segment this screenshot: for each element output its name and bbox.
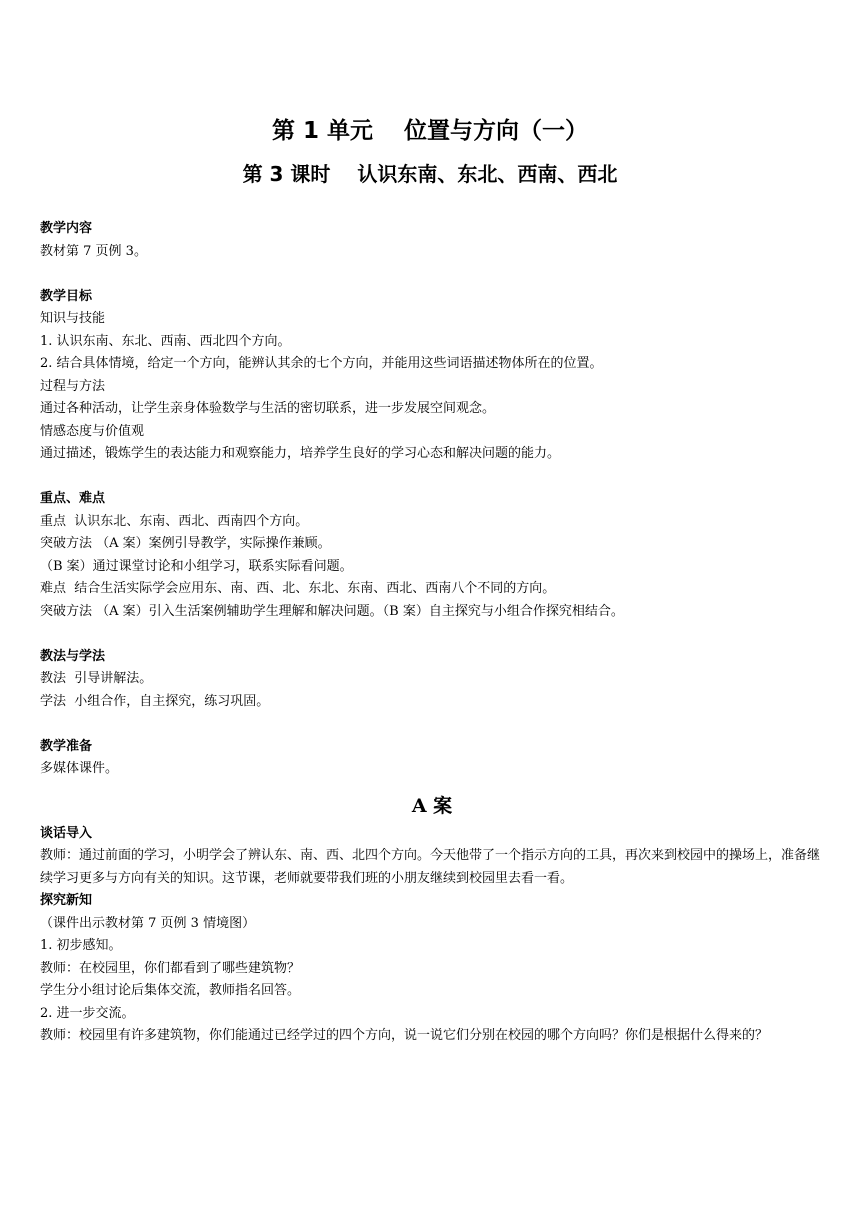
- paragraph: 学生分小组讨论后集体交流，教师指名回答。: [40, 983, 301, 998]
- section-heading: 教学内容: [40, 221, 93, 236]
- section-heading: 教学目标: [40, 288, 93, 304]
- case-title: A 案: [411, 794, 453, 817]
- paragraph: 通过描述，锻炼学生的表达能力和观察能力，培养学生良好的学习心态和解决问题的能力。: [40, 446, 561, 461]
- section-preparation: [40, 736, 824, 781]
- subheading: 情感态度与价值观: [40, 423, 145, 439]
- paragraph: 学法 小组合作，自主探究，练习巩固。: [40, 693, 270, 709]
- section-heading: 探究新知: [40, 893, 93, 908]
- section-heading: 教法与学法: [40, 648, 106, 664]
- section-heading: 教学准备: [40, 738, 93, 754]
- section-methods: [40, 646, 824, 714]
- list-item: 2. 进一步交流。: [40, 1005, 135, 1021]
- list-item: 1. 初步感知。: [40, 938, 122, 953]
- paragraph: （课件出示教材第 7 页例 3 情境图）: [40, 915, 256, 931]
- section-teaching-content: [40, 218, 824, 263]
- lesson-title: 第 3 课时 认识东南、东北、西南、西北: [242, 162, 618, 186]
- subheading: 过程与方法: [40, 378, 106, 394]
- unit-title: 第 1 单元 位置与方向（一）: [271, 118, 589, 144]
- section-heading: 谈话导入: [40, 825, 93, 841]
- paragraph: 多媒体课件。: [40, 761, 119, 776]
- paragraph: 教师：校园里有许多建筑物，你们能通过已经学过的四个方向，说一说它们分别在校园的哪个方向吗？你们是根据什么得来的？: [40, 1028, 769, 1043]
- section-key-points: [40, 488, 824, 623]
- paragraph: 重点 认识东北、东南、西北、西南四个方向。: [40, 513, 309, 529]
- list-item: 1. 认识东南、东北、西南、西北四个方向。: [40, 333, 291, 349]
- section-heading: 重点、难点: [40, 491, 106, 506]
- section-teaching-goals: [40, 286, 824, 466]
- case-a: [40, 789, 824, 1048]
- paragraph: （B 案）通过课堂讨论和小组学习，联系实际看问题。: [40, 558, 353, 574]
- paragraph: 通过各种活动，让学生亲身体验数学与生活的密切联系，进一步发展空间观念。: [40, 401, 496, 416]
- paragraph: 教师：通过前面的学习，小明学会了辨认东、南、西、北四个方向。今天他带了一个指示方向的工具，再次来到校园中的操场上，准备继续学习更多与方向有关的知识。这节课，老师就要带我们班的小朋友继续到校园里去看一看。: [40, 848, 821, 886]
- subheading: 知识与技能: [40, 311, 106, 326]
- paragraph: 难点 结合生活实际学会应用东、南、西、北、东北、东南、西北、西南八个不同的方向。: [40, 581, 556, 596]
- paragraph: 教法 引导讲解法。: [40, 671, 153, 686]
- paragraph: 突破方法 （A 案）案例引导教学，实际操作兼顾。: [40, 536, 331, 551]
- list-item: 2. 结合具体情境，给定一个方向，能辨认其余的七个方向，并能用这些词语描述物体所在的位置。: [40, 356, 603, 371]
- paragraph: 教师：在校园里，你们都看到了哪些建筑物？: [40, 960, 301, 976]
- paragraph: 教材第 7 页例 3。: [40, 243, 147, 259]
- paragraph: 突破方法 （A 案）引入生活案例辅助学生理解和解决问题。（B 案）自主探究与小组合作探究相结合。: [40, 603, 624, 619]
- lesson-body: [40, 218, 824, 1048]
